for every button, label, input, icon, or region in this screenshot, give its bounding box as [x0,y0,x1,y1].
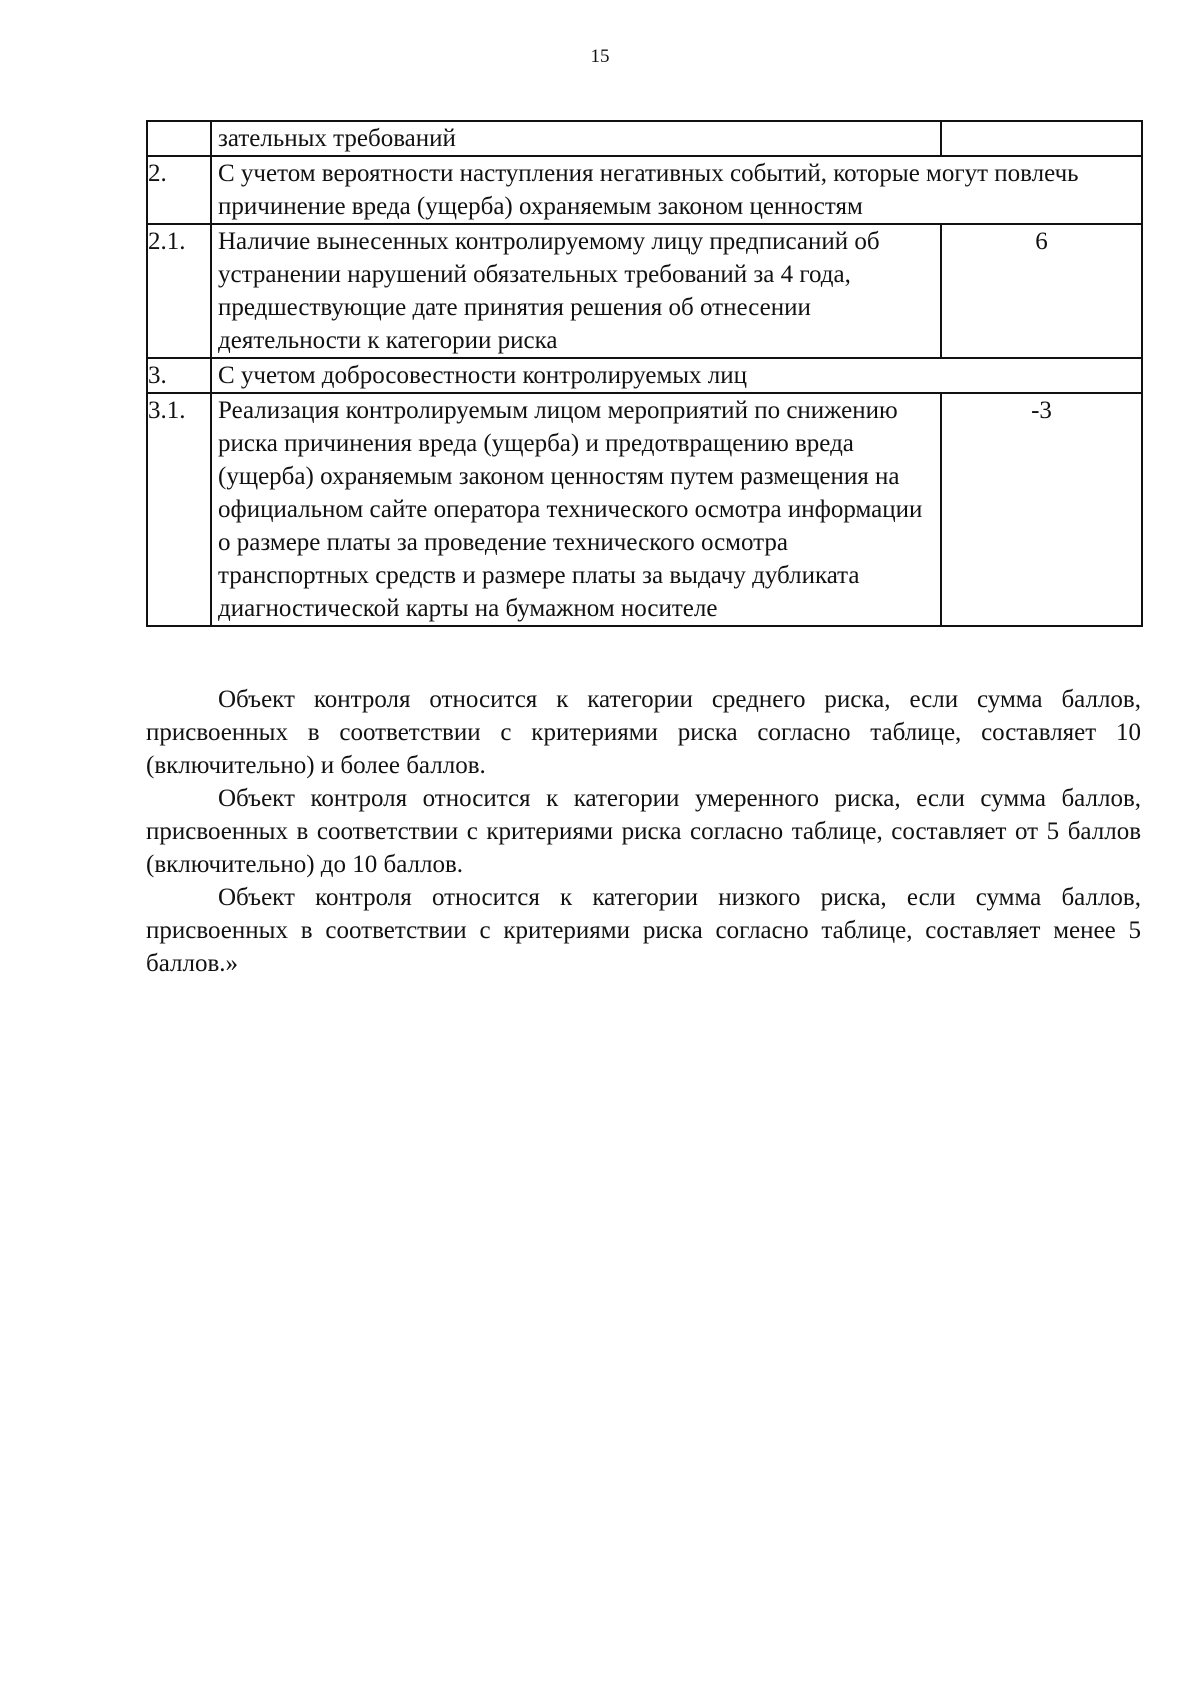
table-row [147,156,1142,224]
paragraph-medium-risk: Объект контроля относится к категории среднего риска, если сумма баллов, присвоенных в соответствии с критериями риска согласно таблице, составляет 10 (включительно) и более баллов. [146,686,1141,779]
row-number-cell: 2. [147,156,211,224]
row-score-cell: -3 [941,393,1142,626]
risk-criteria-table [146,120,1143,627]
row-text-cell: С учетом добросовестности контролируемых лиц [211,358,1142,393]
table-row [147,358,1142,393]
row-number-cell: 3. [147,358,211,393]
table-row [147,393,1142,626]
paragraph-low-risk: Объект контроля относится к категории низкого риска, если сумма баллов, присвоенных в соответствии с критериями риска согласно таблице, составляет менее 5 баллов.» [146,884,1141,977]
row-text-cell: Реализация контролируемым лицом мероприятий по снижению риска причинения вреда (ущерба) и предотвращению вреда (ущерба) охраняемым законом ценностям путем размещения на официальном сайте оператора технического осмотра информации о размере платы за проведение технического осмотра транспортных средств и размере платы за выдачу дубликата диагностической карты на бумажном носителе [211,393,941,626]
row-score-cell [941,121,1142,156]
page-number: 15 [590,46,610,67]
row-text-cell: С учетом вероятности наступления негативных событий, которые могут повлечь причинение вреда (ущерба) охраняемым законом ценностям [211,156,1142,224]
table-row [147,224,1142,358]
body-text [146,683,1141,980]
table-row [147,121,1142,156]
row-number-cell: 2.1. [147,224,211,358]
row-text-cell: зательных требований [211,121,941,156]
row-text-cell: Наличие вынесенных контролируемому лицу предписаний об устранении нарушений обязательных требований за 4 года, предшествующие дате принятия решения об отнесении деятельности к категории риска [211,224,941,358]
row-score-cell: 6 [941,224,1142,358]
paragraph-moderate-risk: Объект контроля относится к категории умеренного риска, если сумма баллов, присвоенных в соответствии с критериями риска согласно таблице, составляет от 5 баллов (включительно) до 10 баллов. [146,785,1141,878]
row-number-cell [147,121,211,156]
row-number-cell: 3.1. [147,393,211,626]
